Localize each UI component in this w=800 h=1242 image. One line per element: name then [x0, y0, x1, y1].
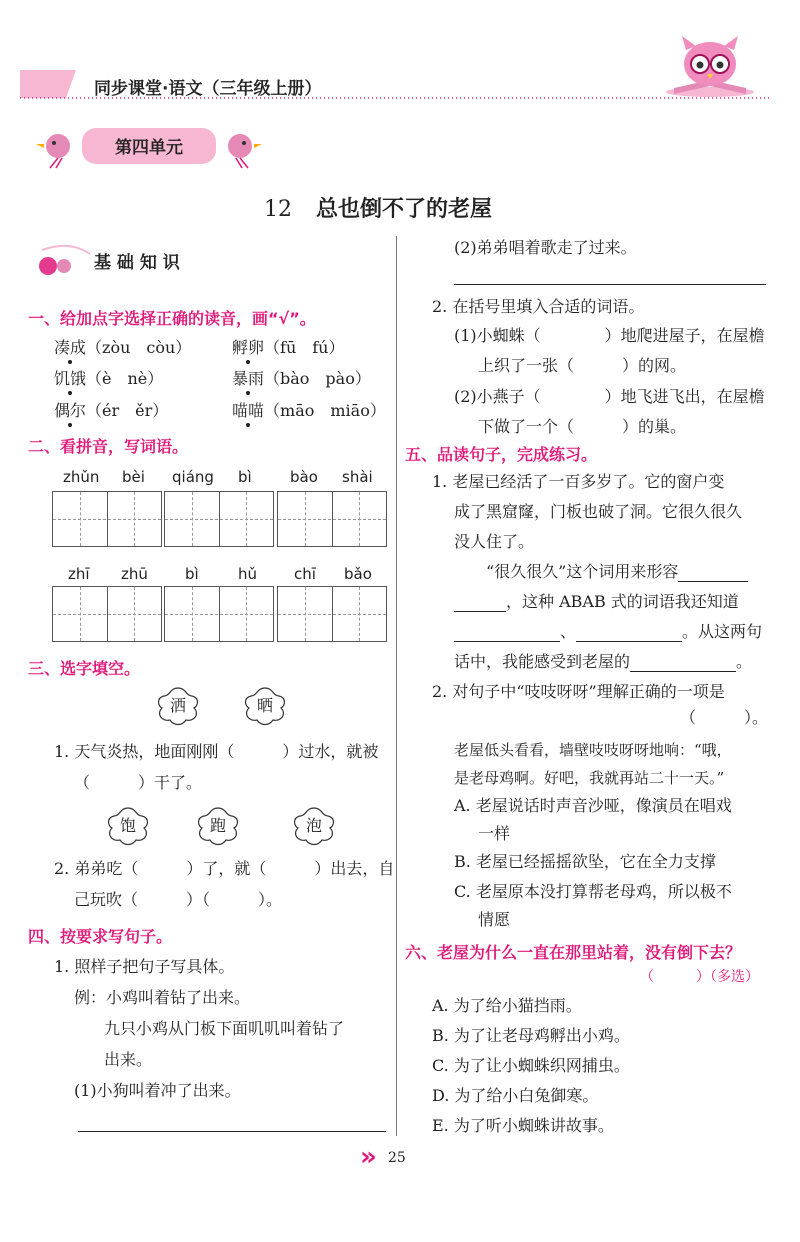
- writing-grid[interactable]: [277, 586, 387, 642]
- s6-option[interactable]: A. 为了给小猫挡雨。: [432, 996, 582, 1015]
- char-option: 跑: [209, 816, 226, 835]
- s5-fill-4: [454, 652, 752, 672]
- pinyin-label: bǎo: [344, 565, 372, 583]
- s1-word: 孵卵: [232, 338, 265, 357]
- s5-option-c2: 情愿: [478, 910, 511, 929]
- unit-badge: 第四单元: [115, 138, 183, 158]
- answer-line[interactable]: [78, 1131, 386, 1132]
- s4-q1: 1. 照样子把句子写具体。: [54, 957, 235, 976]
- answer-line[interactable]: [454, 284, 766, 285]
- lesson-number: 12: [264, 197, 292, 222]
- s1-item-4: [232, 369, 371, 389]
- s1-item-5: [54, 401, 168, 421]
- s5-fill-2-text: ，这种 ABAB 式的词语我还知道: [506, 592, 739, 611]
- s5-fill-4-text: 话中，我能感受到老屋的: [454, 652, 631, 671]
- lesson-title: [264, 192, 492, 223]
- owl-book-mascot-icon: [660, 36, 760, 98]
- s4-q2: 2. 在括号里填入合适的词语。: [432, 297, 645, 316]
- page-arrow-icon: »: [360, 1142, 377, 1172]
- s4-sub2: (2)弟弟唱着歌走了过来。: [454, 238, 637, 257]
- writing-grid[interactable]: [52, 491, 162, 547]
- s1-item-3: [54, 369, 163, 389]
- page-number: 25: [388, 1150, 406, 1166]
- s1-pinyin: （zòu còu）: [86, 338, 192, 357]
- s5-option-b[interactable]: B. 老屋已经摇摇欲坠，它在全力支撑: [454, 852, 716, 871]
- pinyin-label: zhǔn: [63, 468, 100, 486]
- section-5-title: 五、品读句子，完成练习。: [405, 445, 598, 464]
- s1-pinyin: （fū fú）: [264, 338, 345, 357]
- s6-option[interactable]: D. 为了给小白兔御寒。: [432, 1086, 599, 1105]
- s1-word: 饥饿: [54, 369, 87, 388]
- separator: 、: [560, 622, 577, 641]
- char-option: 洒: [169, 696, 186, 715]
- s4-example: 例：小鸡叫着钻了出来。: [74, 988, 251, 1007]
- section-1-title: 一、给加点字选择正确的读音，画“√”。: [28, 309, 316, 328]
- s1-item-6: [232, 401, 386, 421]
- s4-example-answer-2: 出来。: [104, 1050, 153, 1069]
- flower-char-option: [292, 806, 336, 846]
- s5-option-a1[interactable]: A. 老屋说话时声音沙哑，像演员在唱戏: [454, 796, 732, 815]
- pinyin-label: bì: [238, 468, 252, 486]
- s4-q2-2a: (2)小燕子（ ）地飞进飞出，在屋檐: [454, 387, 765, 406]
- s5-option-c1[interactable]: C. 老屋原本没打算帮老母鸡，所以极不: [454, 882, 732, 901]
- s3-q1-line2: （ ）干了。: [74, 773, 203, 792]
- s5-passage-1: 1. 老屋已经活了一百多岁了。它的窗户变: [432, 472, 725, 491]
- column-divider: [396, 236, 397, 1136]
- s5-fill-1-text: “很久很久”这个词用来形容: [486, 562, 679, 581]
- s3-q1-line1: 1. 天气炎热，地面刚刚（ ）过水，就被: [54, 742, 379, 761]
- s5-option-a2: 一样: [478, 824, 511, 843]
- pinyin-label: qiáng: [172, 468, 214, 486]
- s5-quote-1: 老屋低头看看，墙壁吱吱呀呀地响：“哦，: [454, 741, 732, 759]
- writing-grid[interactable]: [277, 491, 387, 547]
- s6-multi-select[interactable]: （ ）（多选）: [640, 969, 759, 985]
- pinyin-label: hǔ: [238, 565, 258, 583]
- s5-fill-1: [486, 562, 748, 582]
- writing-grid[interactable]: [52, 586, 162, 642]
- s1-word: 喵喵: [232, 401, 265, 420]
- s4-sub1: (1)小狗叫着冲了出来。: [74, 1081, 241, 1100]
- header-dot: ·: [162, 79, 169, 99]
- s4-q2-1b: 上织了一张（ ）的网。: [478, 356, 687, 375]
- pinyin-label: zhū: [121, 565, 148, 583]
- writing-grid[interactable]: [164, 586, 274, 642]
- char-option: 泡: [305, 816, 322, 835]
- s1-item-1: [54, 338, 191, 358]
- s4-q2-1a: (1)小蜘蛛（ ）地爬进屋子，在屋檐: [454, 326, 765, 345]
- flower-decoration-icon: [30, 240, 100, 280]
- pinyin-label: bì: [185, 565, 199, 583]
- s5-passage-2: 成了黑窟窿，门板也破了洞。它很久很久: [454, 502, 743, 521]
- s5-fill-3: [454, 622, 762, 642]
- s5-q2-paren[interactable]: （ ）。: [680, 708, 769, 727]
- flower-char-option: [156, 686, 200, 726]
- answer-blank[interactable]: [576, 625, 682, 642]
- answer-blank[interactable]: [454, 595, 506, 612]
- answer-blank[interactable]: [454, 625, 560, 642]
- section-4-title: 四、按要求写句子。: [28, 927, 173, 946]
- header-title: [94, 74, 321, 99]
- section-6-title: 六、老屋为什么一直在那里站着，没有倒下去？: [405, 943, 742, 962]
- answer-blank[interactable]: [678, 565, 748, 582]
- basics-label: 基 础 知 识: [94, 253, 180, 273]
- flower-char-option: [243, 686, 287, 726]
- header-title-part2: 语文（三年级上册）: [168, 79, 322, 99]
- s1-word: 暴雨: [232, 369, 265, 388]
- pinyin-label: chī: [294, 565, 316, 583]
- s1-pinyin: （bào pào）: [264, 369, 371, 388]
- writing-grid[interactable]: [164, 491, 274, 547]
- s3-q2-line2: 己玩吹（ ）（ ）。: [74, 890, 283, 909]
- s5-fill-3-text: 。从这两句: [682, 622, 763, 641]
- s4-q2-2b: 下做了一个（ ）的巢。: [478, 417, 687, 436]
- lesson-title-text: 总也倒不了的老屋: [316, 197, 493, 222]
- char-option: 饱: [119, 816, 136, 835]
- char-option: 晒: [256, 696, 273, 715]
- s5-passage-3: 没人住了。: [454, 532, 535, 551]
- flower-char-option: [106, 806, 150, 846]
- s1-word: 偶尔: [54, 401, 87, 420]
- pinyin-label: zhī: [68, 565, 90, 583]
- s3-q2-line1: 2. 弟弟吃（ ）了，就（ ）出去，自: [54, 859, 395, 878]
- s6-option[interactable]: E. 为了听小蜘蛛讲故事。: [432, 1116, 614, 1135]
- pinyin-label: shài: [342, 468, 373, 486]
- s1-pinyin: （māo miāo）: [264, 401, 386, 420]
- s5-quote-2: 是老母鸡啊。好吧，我就再站二十一天。”: [454, 769, 725, 787]
- s1-pinyin: （è nè）: [86, 369, 164, 388]
- answer-blank[interactable]: [630, 655, 736, 672]
- flower-char-option: [196, 806, 240, 846]
- header-title-part1: 同步课堂: [94, 79, 162, 99]
- s1-word: 凑成: [54, 338, 87, 357]
- s5-fill-2: [454, 592, 739, 612]
- s1-pinyin: （ér ěr）: [86, 401, 169, 420]
- s6-option[interactable]: B. 为了让老母鸡孵出小鸡。: [432, 1026, 630, 1045]
- section-2-title: 二、看拼音，写词语。: [28, 437, 189, 456]
- s5-q2: 2. 对句子中“吱吱呀呀”理解正确的一项是: [432, 682, 725, 701]
- s6-option[interactable]: C. 为了让小蜘蛛织网捕虫。: [432, 1056, 630, 1075]
- s1-item-2: [232, 338, 344, 358]
- pinyin-label: bào: [290, 468, 318, 486]
- section-3-title: 三、选字填空。: [28, 659, 141, 678]
- s4-example-answer-1: 九只小鸡从门板下面叽叽叫着钻了: [104, 1019, 345, 1038]
- s5-fill-4-end: 。: [736, 652, 753, 671]
- pinyin-label: bèi: [122, 468, 145, 486]
